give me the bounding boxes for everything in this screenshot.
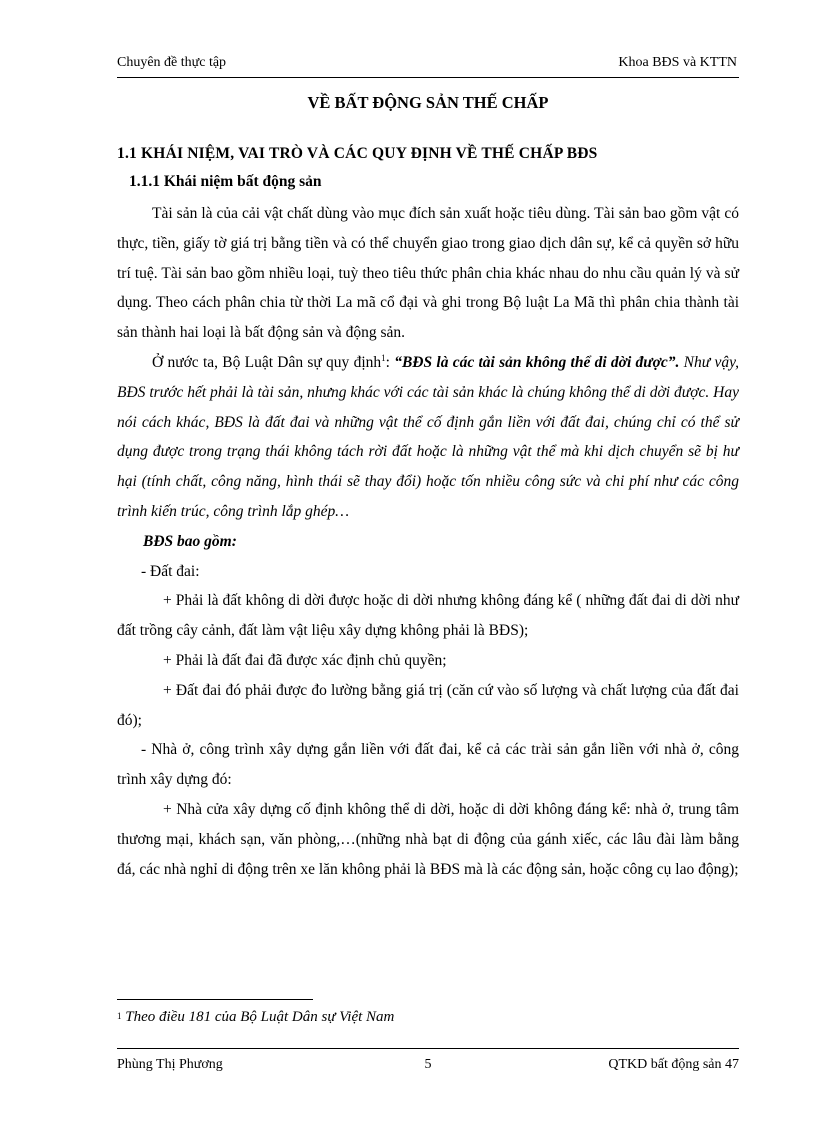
list-item-dat-dai: - Đất đai: <box>141 562 200 580</box>
header-left: Chuyên đề thực tập <box>117 55 227 70</box>
footer-rule <box>117 1048 739 1049</box>
footnote <box>117 1009 394 1026</box>
list-subitem-4: + Nhà cửa xây dựng cố định không thể di dời, hoặc di dời không đáng kể: nhà ở, trung tâm thương mại, khách sạn, văn phòng,…(những nhà bạt di động của gánh xiếc, các lâu đài làm bằng đá, các nhà nghỉ di động trên xe lăn không phải là BĐS mà là các động sản, hoặc công cụ lao động); <box>117 800 739 878</box>
paragraph-2-lead: Ở nước ta, Bộ Luật Dân sự quy định <box>152 353 382 371</box>
footer-right: QTKD bất động sản 47 <box>608 1057 739 1072</box>
header-right: Khoa BĐS và KTTN <box>618 55 737 70</box>
paragraph-2 <box>117 348 739 527</box>
subsection-heading: 1.1.1 Khái niệm bất động sản <box>129 173 322 190</box>
body-text <box>117 199 739 884</box>
paragraph-1: Tài sản là của cải vật chất dùng vào mục đích sản xuất hoặc tiêu dùng. Tài sản bao gồm vật có thực, tiền, giấy tờ giá trị bằng tiền và có thể chuyển giao trong giao dịch dân sự, kể cả quyền sở hữu trí tuệ. Tài sản bao gồm nhiều loại, tuỳ theo tiêu thức phân chia khác nhau do nhu cầu quản lý và sử dụng. Theo cách phân chia từ thời La mã cổ đại và ghi trong Bộ luật La Mã thì phân chia thành tài sản thành hai loại là bất động sản và động sản. <box>117 205 739 342</box>
footnote-ref[interactable]: 1 <box>381 352 386 363</box>
footnote-text: Theo điều 181 của Bộ Luật Dân sự Việt Nam <box>125 1009 395 1025</box>
page-title: VỀ BẤT ĐỘNG SẢN THẾ CHẤP <box>307 93 549 112</box>
footnote-number: 1 <box>117 1011 122 1021</box>
bds-list-heading: BĐS bao gồm: <box>143 532 237 550</box>
footer-author: Phùng Thị Phương <box>117 1057 223 1072</box>
section-heading: 1.1 KHÁI NIỆM, VAI TRÒ VÀ CÁC QUY ĐỊNH VỀ THẾ CHẤP BĐS <box>117 145 598 162</box>
list-subitem-1: + Phải là đất không di dời được hoặc di dời nhưng không đáng kể ( những đất đai di dời như đất trồng cây cảnh, đất làm vật liệu xây dựng không phải là BĐS); <box>117 592 739 640</box>
list-subitem-3: + Đất đai đó phải được đo lường bằng giá trị (căn cứ vào số lượng và chất lượng của đất đai đó); <box>117 681 739 729</box>
header-rule <box>117 77 739 78</box>
paragraph-2-colon: : <box>385 353 395 371</box>
paragraph-2-italic: Như vậy, BĐS trước hết phải là tài sản, nhưng khác với các tài sản khác là chúng không thể di dời được. Hay nói cách khác, BĐS là đất đai và những vật thể cố định gắn liền với đất đai, chúng chỉ có thể sử dụng được trong trạng thái không tách rời đất hoặc là những vật thể mà khi dịch chuyển sẽ bị hư hại (tính chất, công năng, hình thái sẽ thay đổi) hoặc tốn nhiều công sức và chi phí như các công trình kiến trúc, công trình lắp ghép… <box>117 353 740 520</box>
footnote-rule <box>117 999 313 1000</box>
page-number: 5 <box>424 1057 432 1072</box>
list-item-nha-o: - Nhà ở, công trình xây dựng gắn liền với đất đai, kể cả các trài sản gắn liền với nhà ở, công trình xây dựng đó: <box>117 741 739 789</box>
definition-quote: “BĐS là các tài sản không thể di dời được”. <box>394 353 680 371</box>
list-subitem-2: + Phải là đất đai đã được xác định chủ quyền; <box>163 651 447 669</box>
